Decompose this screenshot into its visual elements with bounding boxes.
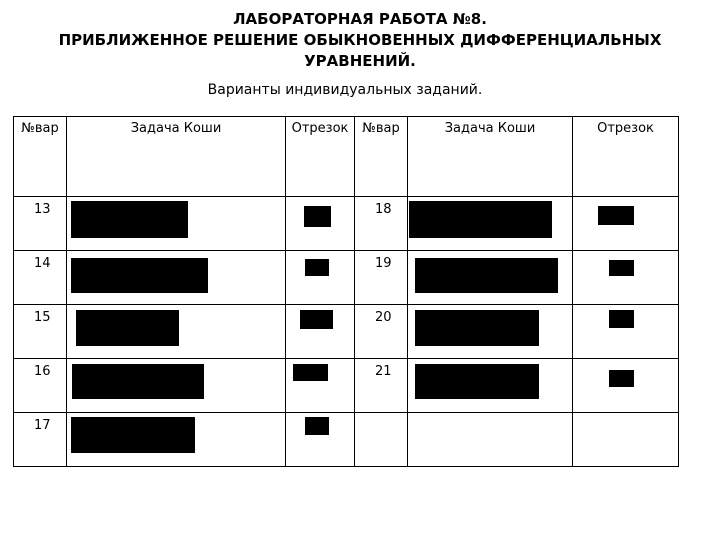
table-row bbox=[14, 413, 679, 467]
variant-cell bbox=[355, 413, 408, 467]
segment-cell bbox=[286, 197, 355, 251]
document-title bbox=[0, 9, 720, 72]
redacted-segment bbox=[300, 310, 333, 329]
variant-cell bbox=[14, 305, 67, 359]
variant-cell bbox=[14, 251, 67, 305]
header-variant-left: №вар bbox=[14, 117, 67, 197]
redacted-formula bbox=[415, 310, 539, 346]
cauchy-cell bbox=[408, 413, 573, 467]
cauchy-cell bbox=[408, 359, 573, 413]
variant-number: 13 bbox=[34, 202, 51, 217]
segment-cell bbox=[573, 197, 679, 251]
variant-cell bbox=[355, 359, 408, 413]
cauchy-cell bbox=[67, 305, 286, 359]
redacted-segment bbox=[305, 417, 329, 435]
redacted-segment bbox=[598, 206, 634, 225]
variant-number: 20 bbox=[375, 310, 392, 325]
segment-cell bbox=[573, 413, 679, 467]
redacted-formula bbox=[71, 417, 195, 453]
table-row bbox=[14, 197, 679, 251]
redacted-formula bbox=[415, 258, 558, 293]
redacted-formula bbox=[72, 364, 204, 399]
header-segment-left: Отрезок bbox=[286, 117, 355, 197]
redacted-formula bbox=[71, 201, 188, 238]
variant-cell bbox=[355, 251, 408, 305]
cauchy-cell bbox=[67, 251, 286, 305]
title-line-2: ПРИБЛИЖЕННОЕ РЕШЕНИЕ ОБЫКНОВЕННЫХ ДИФФЕРЕНЦИАЛЬНЫХ bbox=[58, 31, 662, 49]
variant-cell bbox=[14, 197, 67, 251]
redacted-segment bbox=[609, 260, 634, 276]
segment-cell bbox=[573, 305, 679, 359]
redacted-formula bbox=[71, 258, 208, 293]
variant-number: 16 bbox=[34, 364, 51, 379]
variant-cell bbox=[355, 197, 408, 251]
segment-cell bbox=[286, 359, 355, 413]
table-row bbox=[14, 359, 679, 413]
redacted-segment bbox=[293, 364, 328, 381]
cauchy-cell bbox=[408, 251, 573, 305]
variant-number: 18 bbox=[375, 202, 392, 217]
segment-cell bbox=[573, 251, 679, 305]
subtitle: Варианты индивидуальных заданий. bbox=[207, 82, 483, 98]
redacted-segment bbox=[305, 259, 329, 276]
variant-number: 15 bbox=[34, 310, 51, 325]
header-segment-right: Отрезок bbox=[573, 117, 679, 197]
variant-number: 17 bbox=[34, 418, 51, 433]
header-cauchy-left: Задача Коши bbox=[67, 117, 286, 197]
redacted-formula bbox=[76, 310, 179, 346]
redacted-formula bbox=[415, 364, 539, 399]
variant-cell bbox=[355, 305, 408, 359]
variant-number: 14 bbox=[34, 256, 51, 271]
header-variant-right: №вар bbox=[355, 117, 408, 197]
cauchy-cell bbox=[67, 197, 286, 251]
variants-table bbox=[13, 116, 679, 467]
variant-number: 19 bbox=[375, 256, 392, 271]
redacted-segment bbox=[304, 206, 331, 227]
redacted-segment bbox=[609, 310, 634, 328]
header-row bbox=[14, 117, 679, 197]
variant-cell bbox=[14, 413, 67, 467]
segment-cell bbox=[573, 359, 679, 413]
segment-cell bbox=[286, 413, 355, 467]
title-line-1: ЛАБОРАТОРНАЯ РАБОТА №8. bbox=[233, 10, 487, 28]
title-line-3: УРАВНЕНИЙ. bbox=[304, 52, 416, 70]
variant-cell bbox=[14, 359, 67, 413]
header-cauchy-right: Задача Коши bbox=[408, 117, 573, 197]
cauchy-cell bbox=[67, 359, 286, 413]
variant-number bbox=[355, 413, 407, 418]
cauchy-cell bbox=[408, 305, 573, 359]
cauchy-cell bbox=[408, 197, 573, 251]
redacted-segment bbox=[609, 370, 634, 387]
cauchy-cell bbox=[67, 413, 286, 467]
segment-cell bbox=[286, 305, 355, 359]
variant-number: 21 bbox=[375, 364, 392, 379]
segment-cell bbox=[286, 251, 355, 305]
table-row bbox=[14, 251, 679, 305]
redacted-formula bbox=[409, 201, 552, 238]
table-row bbox=[14, 305, 679, 359]
